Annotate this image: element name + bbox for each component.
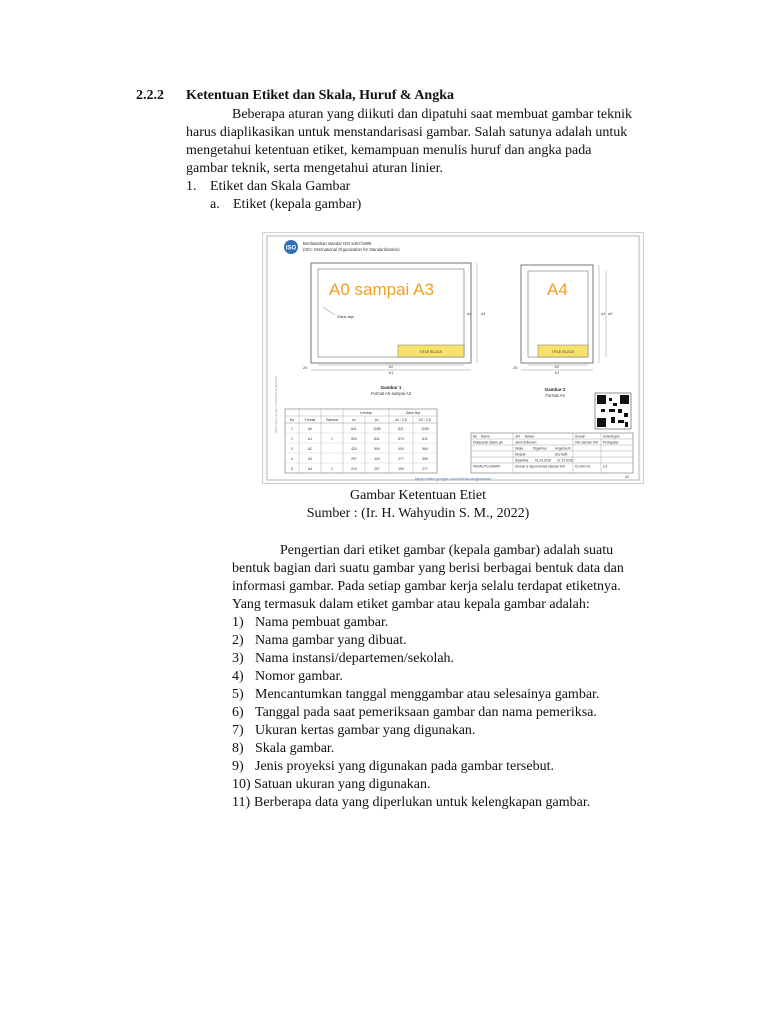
small-sheet-label: A4	[547, 280, 568, 299]
svg-text:A3: A3	[625, 475, 629, 479]
table-cell: 297	[351, 457, 357, 461]
table-cell: 5	[291, 467, 293, 471]
table-cell: A0	[307, 427, 313, 431]
svg-text:27.10.2016: 27.10.2016	[557, 458, 573, 463]
table-cell: 841	[351, 427, 357, 431]
list-item-text: Ukuran kertas gambar yang digunakan.	[255, 723, 476, 738]
intro-line: Beberapa aturan yang diikuti dan dipatuhi saat membuat gambar teknik	[232, 107, 633, 122]
table-cell: A3	[307, 457, 313, 461]
list-item-text: Nama pembuat gambar.	[255, 615, 389, 630]
table-cell: 594	[374, 447, 380, 451]
iso-logo-text: ISO	[285, 245, 297, 252]
table-cell: 3	[291, 447, 293, 451]
list-item-number: 5)	[232, 687, 244, 702]
dim-a2-large: a2	[467, 311, 472, 316]
subsub-letter: a.	[210, 197, 220, 212]
svg-text:Kekasaran dalam µm: Kekasaran dalam µm	[473, 440, 504, 445]
table-cell: 594	[351, 437, 357, 441]
list-item-text: Satuan ukuran yang digunakan.	[254, 777, 431, 792]
large-title-block-label: TITLE BLOCK	[419, 350, 443, 354]
svg-text:Digambar: Digambar	[533, 446, 547, 451]
intro-line: harus diaplikasikan untuk menstandarisasi gambar. Salah satunya adalah untuk	[186, 125, 628, 140]
section-title: Ketentuan Etiket dan Skala, Huruf & Angka	[186, 88, 454, 103]
table-cell: 1	[291, 427, 293, 431]
svg-text:Info standar ISO: Info standar ISO	[575, 440, 599, 445]
list-item-number: 7)	[232, 723, 244, 738]
caption1-sub: Format A0 sampai A3	[370, 391, 412, 396]
list-item-text: Nama instansi/departemen/sekolah.	[255, 651, 455, 666]
table-cell: 420	[374, 457, 380, 461]
table-cell: 210	[351, 467, 357, 471]
dim-b1-small: b1	[554, 370, 560, 375]
svg-text:No: No	[289, 418, 295, 422]
list-item-text: Mencantumkan tanggal menggambar atau selesainya gambar.	[255, 687, 600, 702]
list-item-number: 10)	[232, 777, 251, 792]
intro-line: gambar teknik, serta mengetahui aturan linier.	[186, 161, 443, 176]
table-cell: 841	[374, 437, 380, 441]
body-line: bentuk bagian dari suatu gambar yang berisi berbagai bentuk data dan	[232, 561, 624, 576]
table-cell: 420	[351, 447, 357, 451]
svg-text:1/1: 1/1	[603, 464, 608, 469]
svg-text:Lembar: Lembar	[360, 411, 372, 415]
svg-text:Peringatan: Peringatan	[603, 440, 619, 445]
list-item-number: 11)	[232, 795, 251, 810]
dim-b2-small: b2	[554, 364, 560, 369]
table-cell: 564	[422, 447, 428, 451]
table-cell: 1159	[421, 427, 429, 431]
table-cell: 821	[398, 427, 404, 431]
list-item-number: 2)	[232, 633, 244, 648]
table-cell: 297	[374, 467, 380, 471]
list-item-text: Tanggal pada saat pemeriksaan gambar dan nama pemeriksa.	[255, 705, 597, 720]
svg-text:Angelina R.: Angelina R.	[555, 446, 572, 451]
list-item-number: 4)	[232, 669, 244, 684]
subsection-number: 1.	[186, 179, 197, 194]
svg-text:01.10.2016: 01.10.2016	[535, 458, 551, 463]
list-item-number: 1)	[232, 615, 244, 630]
table-cell: 2	[331, 467, 333, 471]
list-item-text: Skala gambar.	[255, 741, 335, 756]
svg-text:Ukuran & layout kertas standar: Ukuran & layout kertas standar ISO	[515, 464, 566, 469]
paper-format-drawing	[263, 233, 643, 483]
dim-b2-large: b2	[388, 364, 394, 369]
table-cell: 1189	[373, 427, 381, 431]
qr-code-icon	[595, 393, 631, 429]
svg-text:D1-ISO-01: D1-ISO-01	[575, 464, 591, 469]
svg-text:Diperiksa: Diperiksa	[515, 458, 529, 463]
caption2-sub: Format A4	[545, 393, 565, 398]
svg-text:Ukuran: Ukuran	[575, 434, 586, 439]
dim-a2-small: a2	[608, 311, 613, 316]
large-sheet-label: A0 sampai A3	[329, 280, 434, 299]
svg-text:a1: a1	[352, 418, 356, 422]
svg-text:No: No	[473, 434, 478, 439]
format-table	[285, 409, 437, 473]
side-url: https://sites.google.com/site/studiogbmesin	[274, 375, 278, 433]
small-title-block-label: TITLE BLOCK	[551, 350, 575, 354]
svg-text:Bahan: Bahan	[525, 434, 535, 439]
dim-a1-small: a1	[601, 311, 606, 316]
svg-text:Dia Nath: Dia Nath	[555, 452, 568, 457]
svg-text:Keterangan: Keterangan	[603, 434, 620, 439]
figure-url: https://sites.google.com/site/studiogbmesin	[414, 476, 492, 481]
section-number: 2.2.2	[136, 88, 164, 103]
table-cell: 4	[291, 457, 293, 461]
subsection-title: Etiket dan Skala Gambar	[210, 179, 351, 194]
table-cell: 400	[398, 447, 404, 451]
paper-format-figure	[262, 232, 644, 484]
svg-text:a2 ; 0,5: a2 ; 0,5	[395, 418, 407, 422]
table-cell: 1	[331, 437, 333, 441]
garis-tepi-label: Garis tepi	[337, 314, 355, 319]
list-item-text: Berberapa data yang diperlukan untuk kelengkapan gambar.	[254, 795, 591, 810]
svg-text:Jml: Jml	[515, 434, 520, 439]
list-item-text: Nomor gambar.	[255, 669, 343, 684]
svg-text:Dicetak: Dicetak	[515, 452, 526, 457]
svg-text:Format: Format	[304, 418, 316, 422]
table-cell: 277	[398, 457, 404, 461]
body-line: informasi gambar. Pada setiap gambar kerja selalu terdapat etiketnya.	[232, 579, 621, 594]
table-cell: 574	[398, 437, 404, 441]
svg-text:Jenis dokumen: Jenis dokumen	[515, 440, 537, 445]
dim-20-small: 20	[513, 365, 518, 370]
list-item-text: Nama gambar yang dibuat.	[255, 633, 407, 648]
svg-text:b2 ; 0,5: b2 ; 0,5	[419, 418, 431, 422]
svg-text:b1: b1	[375, 418, 379, 422]
table-cell: A2	[307, 447, 313, 451]
body-line: Yang termasuk dalam etiket gambar atau kepala gambar adalah:	[232, 597, 590, 612]
table-cell: 390	[422, 457, 428, 461]
subsub-title: Etiket (kepala gambar)	[233, 197, 362, 212]
header-line1: Berdasarkan standar ISO 5457/1999	[303, 241, 372, 246]
table-cell: 190	[398, 467, 404, 471]
list-item-number: 6)	[232, 705, 244, 720]
dim-a1-large: a1	[481, 311, 486, 316]
dim-20-large: 20	[303, 365, 308, 370]
caption2-title: Gambar 2	[544, 387, 566, 392]
list-item-number: 3)	[232, 651, 244, 666]
intro-line: mengetahui ketentuan etiket, kemampuan menulis huruf dan angka pada	[186, 143, 592, 158]
svg-text:Garis tepi: Garis tepi	[405, 411, 421, 415]
dim-b1-large: b1	[388, 370, 394, 375]
caption1-title: Gambar 1	[380, 385, 402, 390]
table-cell: 2	[291, 437, 293, 441]
body-line: Pengertian dari etiket gambar (kepala gambar) adalah suatu	[280, 543, 614, 558]
table-cell: 811	[422, 437, 428, 441]
svg-text:PEDALITO.DSMITI: PEDALITO.DSMITI	[473, 464, 501, 469]
table-cell: A1	[307, 437, 313, 441]
list-item-text: Jenis proyeksi yang digunakan pada gambar tersebut.	[255, 759, 554, 774]
table-cell: A4	[307, 467, 313, 471]
svg-text:Nama: Nama	[481, 434, 490, 439]
list-item-number: 9)	[232, 759, 244, 774]
header-line2: (ISO: International Organization for Standardization)	[303, 247, 400, 252]
etiket-block	[471, 433, 633, 479]
list-item-number: 8)	[232, 741, 244, 756]
svg-text:Gambar: Gambar	[325, 418, 339, 422]
figure-caption-source: Sumber : (Ir. H. Wahyudin S. M., 2022)	[306, 506, 530, 521]
table-cell: 277	[422, 467, 428, 471]
figure-caption-title: Gambar Ketentuan Etiet	[349, 488, 487, 503]
svg-text:Skala: Skala	[515, 446, 523, 451]
